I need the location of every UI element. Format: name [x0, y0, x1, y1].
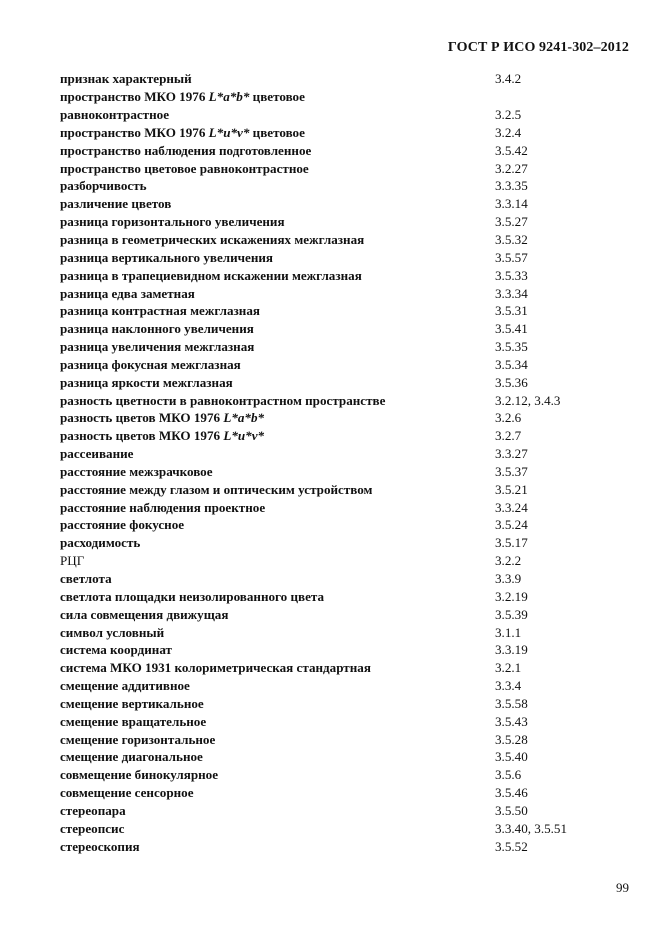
index-entry: [60, 159, 630, 177]
index-reference: 3.5.6: [495, 767, 522, 783]
index-term: пространство МКО 1976 L*u*v* цветовое: [60, 124, 305, 140]
index-entry: [60, 677, 630, 695]
index-reference: 3.2.27: [495, 160, 528, 176]
index-entry: [60, 695, 630, 713]
index-term: стереопсис: [60, 820, 125, 836]
index-entry: [60, 766, 630, 784]
index-entry: [60, 748, 630, 766]
index-entry: [60, 498, 630, 516]
index-entry: [60, 659, 630, 677]
index-term: разница увеличения межглазная: [60, 339, 255, 355]
index-reference: 3.5.36: [495, 374, 528, 390]
index-reference: 3.2.2: [495, 553, 522, 569]
index-term: разность цветности в равноконтрастном пространстве: [60, 392, 386, 408]
index-entry: [60, 534, 630, 552]
index-term: стереопара: [60, 802, 126, 818]
index-entry: [60, 445, 630, 463]
index-reference: 3.3.27: [495, 446, 528, 462]
index-entry: [60, 266, 630, 284]
index-entry: [60, 284, 630, 302]
index-term: разница в трапециевидном искажении межглазная: [60, 267, 362, 283]
index-reference: 3.3.34: [495, 285, 528, 301]
index-term: светлота: [60, 571, 112, 586]
index-entry: [60, 88, 630, 106]
index-reference: 3.5.50: [495, 802, 528, 818]
index-reference: 3.2.4: [495, 124, 522, 140]
index-reference: 3.2.19: [495, 588, 528, 604]
index-entry: [60, 712, 630, 730]
index-entry: [60, 730, 630, 748]
index-reference: 3.5.17: [495, 535, 528, 551]
index-term: светлота площадки неизолированного цвета: [60, 588, 325, 604]
index-entry: [60, 391, 630, 409]
index-entry: [60, 641, 630, 659]
index-term: разница яркости межглазная: [60, 374, 233, 390]
index-entry: [60, 70, 630, 88]
index-entry: [60, 802, 630, 820]
index-term: смещение аддитивное: [60, 678, 190, 694]
index-reference: 3.3.4: [495, 678, 522, 694]
index-reference: 3.3.35: [495, 178, 528, 194]
index-term: равноконтрастное: [60, 107, 170, 123]
index-reference: 3.5.43: [495, 713, 528, 729]
index-term: пространство МКО 1976 L*a*b* цветовое: [60, 89, 305, 105]
index-reference: 3.5.24: [495, 517, 528, 533]
index-entry: [60, 409, 630, 427]
index-reference: 3.5.57: [495, 249, 528, 265]
index-reference: 3.5.41: [495, 321, 528, 337]
index-term: смещение вертикальное: [60, 695, 204, 711]
page-number: 99: [616, 880, 629, 895]
index-reference: 3.2.7: [495, 428, 522, 444]
index-entry: [60, 338, 630, 356]
index-term: пространство наблюдения подготовленное: [60, 142, 312, 158]
index-entry: [60, 463, 630, 481]
index-term: РЦГ: [60, 553, 85, 569]
index-entry: [60, 320, 630, 338]
index-entry: [60, 837, 630, 855]
index-term: разность цветов МКО 1976 L*u*v*: [60, 428, 265, 444]
index-term: смещение вращательное: [60, 713, 207, 729]
index-reference: 3.2.12, 3.4.3: [495, 392, 561, 408]
index-reference: 3.5.40: [495, 749, 528, 765]
index-entry: [60, 516, 630, 534]
index-term: система МКО 1931 колориметрическая стандартная: [60, 660, 371, 676]
index-entry: [60, 248, 630, 266]
index-term: разница горизонтального увеличения: [60, 214, 285, 230]
index-reference: 3.3.9: [495, 571, 522, 586]
index-entry: [60, 231, 630, 249]
index-term: пространство цветовое равноконтрастное: [60, 160, 309, 176]
index-entry: [60, 605, 630, 623]
index-reference: 3.3.24: [495, 499, 528, 515]
index-reference: 3.5.33: [495, 267, 528, 283]
index-entry: [60, 587, 630, 605]
index-reference: 3.5.21: [495, 481, 528, 497]
index-term: разница контрастная межглазная: [60, 303, 260, 319]
index-reference: 3.3.19: [495, 642, 528, 658]
index-term: разница фокусная межглазная: [60, 356, 241, 372]
index-reference: 3.5.37: [495, 463, 528, 479]
index-reference: 3.2.5: [495, 107, 522, 123]
index-term: разница наклонного увеличения: [60, 321, 254, 337]
index-term: разница в геометрических искажениях межглазная: [60, 231, 365, 247]
index-term: смещение диагональное: [60, 749, 203, 765]
term-index: [60, 70, 630, 855]
index-reference: 3.5.34: [495, 356, 528, 372]
index-term: расстояние фокусное: [60, 517, 185, 533]
index-term: расстояние между глазом и оптическим устройством: [60, 481, 373, 497]
document-header: ГОСТ Р ИСО 9241-302–2012: [447, 40, 629, 55]
index-entry: [60, 427, 630, 445]
index-term: рассеивание: [60, 446, 134, 462]
index-entry: [60, 356, 630, 374]
index-entry: [60, 302, 630, 320]
index-term: разница едва заметная: [60, 285, 195, 301]
index-entry: [60, 177, 630, 195]
index-reference: 3.2.1: [495, 660, 522, 676]
index-term: разборчивость: [60, 178, 147, 194]
index-entry: [60, 373, 630, 391]
index-term: расходимость: [60, 535, 141, 551]
index-reference: 3.5.46: [495, 785, 528, 801]
index-entry: [60, 213, 630, 231]
index-term: совмещение сенсорное: [60, 785, 194, 801]
index-entry: [60, 623, 630, 641]
index-reference: 3.5.28: [495, 731, 528, 747]
index-term: символ условный: [60, 624, 165, 640]
index-reference: 3.5.32: [495, 231, 528, 247]
index-term: совмещение бинокулярное: [60, 767, 219, 783]
index-reference: 3.5.35: [495, 339, 528, 355]
index-term: разность цветов МКО 1976 L*a*b*: [60, 410, 265, 426]
index-reference: 3.1.1: [495, 624, 522, 640]
index-entry: [60, 141, 630, 159]
index-term: расстояние наблюдения проектное: [60, 499, 266, 515]
index-reference: 3.2.6: [495, 410, 522, 426]
index-term: признак характерный: [60, 71, 192, 87]
index-entry: [60, 552, 630, 570]
index-term: разница вертикального увеличения: [60, 249, 274, 265]
index-reference: 3.5.42: [495, 142, 528, 158]
index-term: стереоскопия: [60, 838, 140, 854]
index-reference: 3.5.52: [495, 838, 528, 854]
index-reference: 3.5.27: [495, 214, 528, 230]
index-reference: 3.3.14: [495, 196, 528, 212]
index-entry: [60, 195, 630, 213]
index-term: сила совмещения движущая: [60, 606, 229, 622]
index-entry: [60, 106, 630, 124]
index-entry: [60, 819, 630, 837]
index-term: смещение горизонтальное: [60, 731, 216, 747]
index-entry: [60, 480, 630, 498]
index-reference: 3.5.58: [495, 695, 528, 711]
index-entry: [60, 784, 630, 802]
index-entry: [60, 124, 630, 142]
index-reference: 3.5.39: [495, 606, 528, 622]
index-reference: 3.5.31: [495, 303, 528, 319]
index-entry: [60, 570, 630, 588]
index-reference: 3.3.40, 3.5.51: [495, 820, 568, 836]
index-term: расстояние межзрачковое: [60, 463, 213, 479]
index-term: различение цветов: [60, 196, 172, 212]
index-term: система координат: [60, 642, 172, 658]
index-reference: 3.4.2: [495, 71, 522, 87]
